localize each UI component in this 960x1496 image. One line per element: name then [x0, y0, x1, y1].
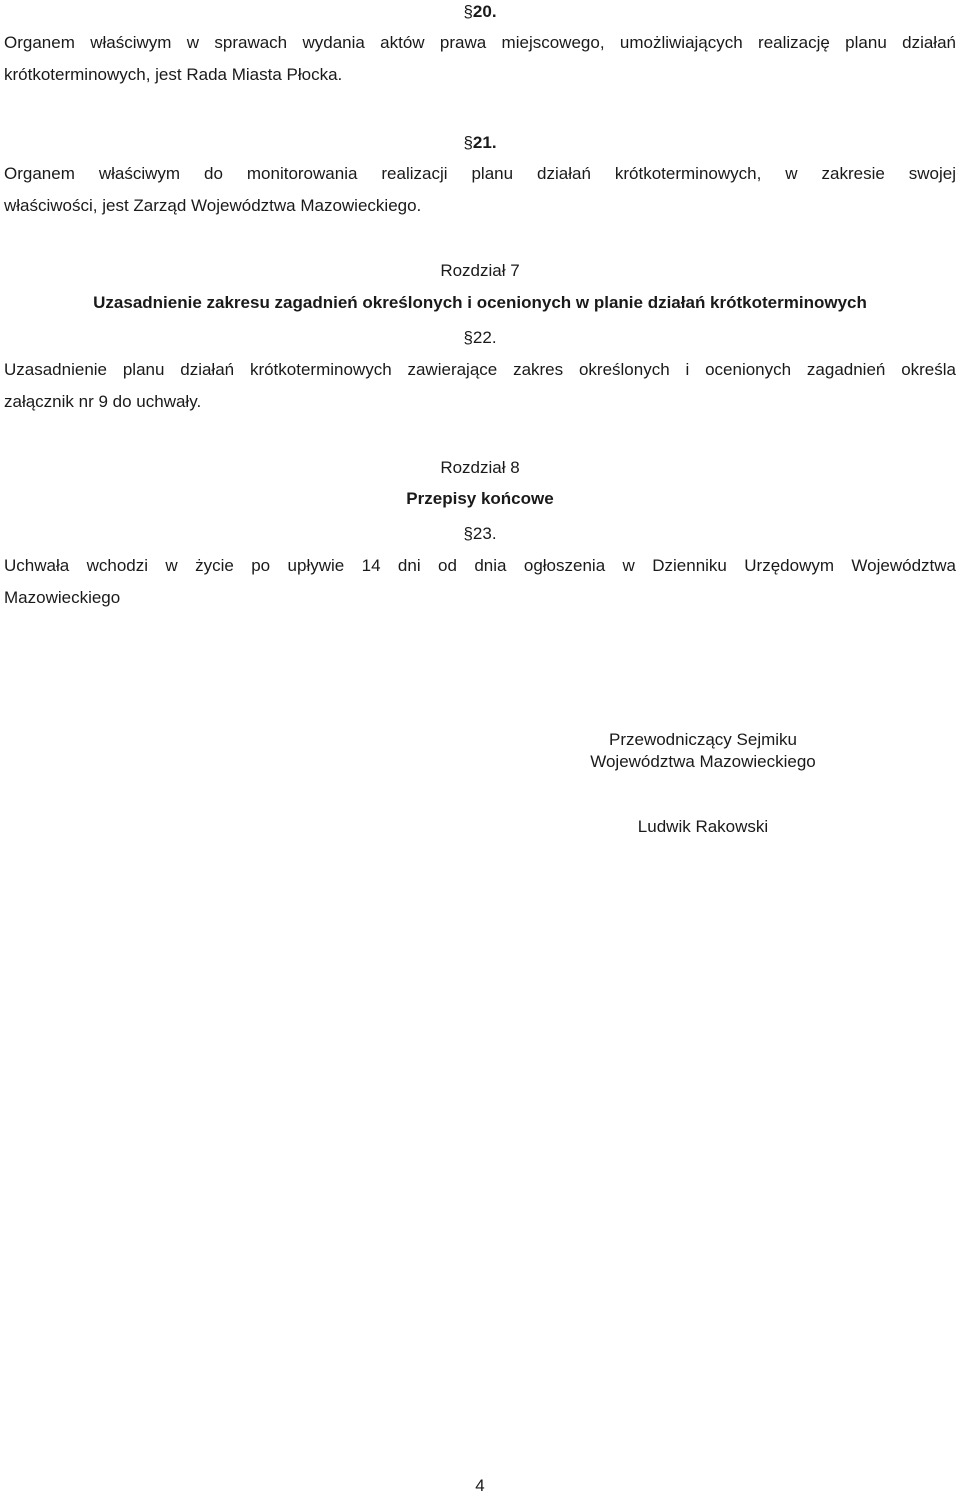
chapter-7-label: Rozdział 7: [440, 261, 520, 280]
text-line: Organem właściwym do monitorowania realizacji planu działań krótkoterminowych, w zakresie swojej: [4, 164, 956, 183]
text-line: Organem właściwym w sprawach wydania aktów prawa miejscowego, umożliwiających realizację planu działań: [4, 33, 956, 52]
section-20-heading: [0, 1, 960, 23]
text-line: Uchwała wchodzi w życie po upływie 14 dni od dnia ogłoszenia w Dzienniku Urzędowym Województwa: [4, 556, 956, 575]
section-21-text: [4, 158, 956, 222]
page-number: 4: [475, 1476, 485, 1495]
section-number: 22.: [472, 328, 497, 347]
section-number: 23.: [472, 524, 497, 543]
chapter-8-label: Rozdział 8: [440, 458, 520, 477]
paragraph-sign: §: [463, 133, 473, 152]
paragraph-sign: §: [463, 2, 473, 21]
section-23-text: [4, 550, 956, 614]
paragraph-sign: §: [463, 328, 473, 347]
section-22-heading: [0, 327, 960, 349]
section-number: 20.: [472, 2, 497, 21]
text-line: krótkoterminowych, jest Rada Miasta Płocka.: [4, 65, 343, 84]
text-line: właściwości, jest Zarząd Województwa Mazowieckiego.: [4, 196, 422, 215]
signature-role-1: Przewodniczący Sejmiku: [608, 730, 797, 749]
section-23-heading: [0, 523, 960, 545]
text-line: Uzasadnienie planu działań krótkoterminowych zawierające zakres określonych i ocenionych zagadnień określa: [4, 360, 956, 379]
section-20-text: [4, 27, 956, 91]
signature-role-2: Województwa Mazowieckiego: [590, 752, 816, 771]
paragraph-sign: §: [463, 524, 473, 543]
signature-name: Ludwik Rakowski: [637, 817, 769, 836]
text-line: załącznik nr 9 do uchwały.: [4, 392, 202, 411]
section-22-text: [4, 354, 956, 418]
section-number: 21.: [472, 133, 497, 152]
chapter-8-title: Przepisy końcowe: [406, 489, 554, 508]
chapter-7-title: Uzasadnienie zakresu zagadnień określonych i ocenionych w planie działań krótkoterminowych: [93, 293, 867, 312]
text-line: Mazowieckiego: [4, 588, 121, 607]
section-21-heading: [0, 132, 960, 154]
